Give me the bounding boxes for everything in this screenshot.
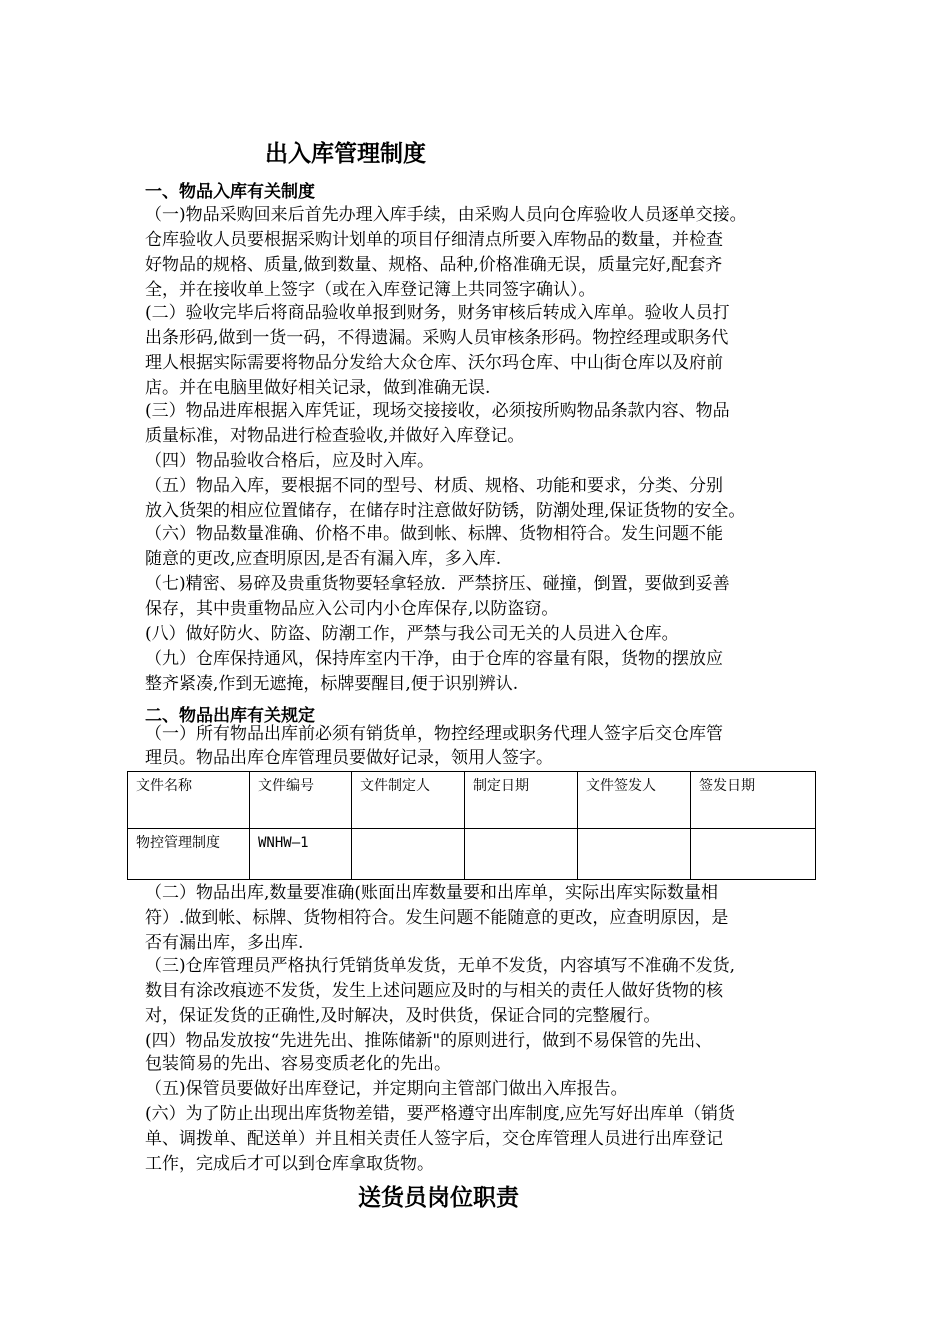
paragraph-line: 包装简易的先出、容易变质老化的先出。 — [145, 1054, 451, 1074]
table-header-row — [128, 772, 816, 829]
document-info-table — [127, 771, 816, 880]
paragraph-line: （一)物品采购回来后首先办理入库手续，由采购人员向仓库验收人员逐单交接。 — [145, 205, 747, 225]
paragraph-line: 质量标准，对物品进行检查验收,并做好入库登记。 — [145, 426, 525, 446]
paragraph-line: (八）做好防火、防盗、防潮工作，严禁与我公司无关的人员进入仓库。 — [145, 624, 679, 644]
paragraph-line: （五)保管员要做好出库登记，并定期向主管部门做出入库报告。 — [145, 1079, 628, 1099]
paragraph-line: （二）物品出库,数量要准确(账面出库数量要和出库单，实际出库实际数量相 — [145, 883, 719, 903]
table-header-cell: 文件制定人 — [352, 772, 465, 829]
paragraph-line: 店。并在电脑里做好相关记录，做到准确无误. — [145, 378, 491, 398]
table-cell: 物控管理制度 — [128, 829, 250, 880]
paragraph-line: 否有漏出库，多出库. — [145, 933, 304, 953]
table-header-cell: 文件编号 — [250, 772, 352, 829]
table-cell — [578, 829, 691, 880]
paragraph-line: (六）为了防止出现出库货物差错，要严格遵守出库制度,应先写好出库单（销货 — [145, 1104, 736, 1124]
table-header-cell: 文件名称 — [128, 772, 250, 829]
section-heading-inbound: 一、物品入库有关制度 — [145, 182, 315, 202]
table-cell: WNHW—1 — [250, 829, 352, 880]
paragraph-line: (三）物品进库根据入库凭证，现场交接接收，必须按所购物品条款内容、物品 — [145, 401, 730, 421]
paragraph-line: 随意的更改,应查明原因,是否有漏入库，多入库. — [145, 549, 502, 569]
paragraph-line: （九）仓库保持通风，保持库室内干净，由于仓库的容量有限，货物的摆放应 — [145, 649, 723, 669]
paragraph-line: (二）验收完毕后将商品验收单报到财务，财务审核后转成入库单。验收人员打 — [145, 303, 730, 323]
table-header-cell: 制定日期 — [465, 772, 578, 829]
table-cell — [352, 829, 465, 880]
paragraph-line: 出条形码,做到一货一码，不得遗漏。采购人员审核条形码。物控经理或职务代 — [145, 328, 729, 348]
table-cell — [465, 829, 578, 880]
paragraph-line: 单、调拨单、配送单）并且相关责任人签字后，交仓库管理人员进行出库登记 — [145, 1129, 723, 1149]
paragraph-line: 整齐紧凑,作到无遮掩，标牌要醒目,便于识别辨认. — [145, 674, 519, 694]
paragraph-line: 对，保证发货的正确性,及时解决，及时供货，保证合同的完整履行。 — [145, 1006, 661, 1026]
paragraph-line: （五）物品入库，要根据不同的型号、材质、规格、功能和要求，分类、分别 — [145, 476, 723, 496]
paragraph-line: 全，并在接收单上签字（或在入库登记簿上共同签字确认）。 — [145, 280, 596, 300]
table-header-cell: 文件签发人 — [578, 772, 691, 829]
paragraph-line: 保存，其中贵重物品应入公司内小仓库保存,以防盗窃。 — [145, 599, 559, 619]
paragraph-line: 工作，完成后才可以到仓库拿取货物。 — [145, 1154, 434, 1174]
paragraph-line: （六）物品数量准确、价格不串。做到帐、标牌、货物相符合。发生问题不能 — [145, 524, 723, 544]
table-row — [128, 829, 816, 880]
table-header-cell: 签发日期 — [691, 772, 816, 829]
section-heading-outbound: 二、物品出库有关规定 — [145, 706, 315, 726]
paragraph-line: 数目有涂改痕迹不发货，发生上述问题应及时的与相关的责任人做好货物的核 — [145, 981, 723, 1001]
paragraph-line: （四）物品验收合格后，应及时入库。 — [145, 451, 434, 471]
paragraph-line: 仓库验收人员要根据采购计划单的项目仔细清点所要入库物品的数量，并检查 — [145, 230, 723, 250]
paragraph-line: （三)仓库管理员严格执行凭销货单发货，无单不发货，内容填写不准确不发货, — [145, 956, 736, 976]
paragraph-line: （一）所有物品出库前必须有销货单，物控经理或职务代理人签字后交仓库管 — [145, 724, 723, 744]
page-title: 出入库管理制度 — [265, 140, 426, 167]
paragraph-line: 好物品的规格、质量,做到数量、规格、品种,价格准确无误，质量完好,配套齐 — [145, 255, 723, 275]
table-cell — [691, 829, 816, 880]
paragraph-line: (四）物品发放按“先进先出、推陈储新"的原则进行，做到不易保管的先出、 — [145, 1031, 713, 1051]
paragraph-line: （七)精密、易碎及贵重货物要轻拿轻放．严禁挤压、碰撞，倒置，要做到妥善 — [145, 574, 730, 594]
next-section-title: 送货员岗位职责 — [358, 1184, 519, 1211]
paragraph-line: 理员。物品出库仓库管理员要做好记录，领用人签字。 — [145, 748, 553, 768]
paragraph-line: 理人根据实际需要将物品分发给大众仓库、沃尔玛仓库、中山街仓库以及府前 — [145, 353, 723, 373]
paragraph-line: 符）.做到帐、标牌、货物相符合。发生问题不能随意的更改，应查明原因，是 — [145, 908, 729, 928]
paragraph-line: 放入货架的相应位置储存，在储存时注意做好防锈，防潮处理,保证货物的安全。 — [145, 501, 746, 521]
